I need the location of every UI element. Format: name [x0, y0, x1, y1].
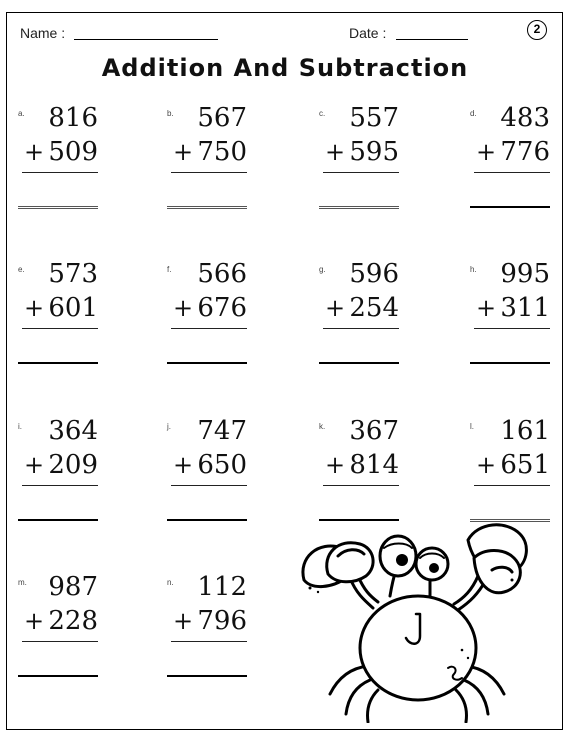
- problem-g: [319, 259, 399, 369]
- problem-c: [319, 103, 399, 213]
- problem-letter: a.: [18, 109, 25, 118]
- name-field[interactable]: [74, 39, 218, 40]
- problem-l: [470, 416, 550, 526]
- sum-line: [22, 641, 98, 642]
- top-number: 573: [48, 259, 98, 289]
- top-number: 747: [197, 416, 247, 446]
- answer-line[interactable]: [319, 206, 399, 209]
- bottom-number: 601: [48, 293, 98, 323]
- problem-letter: b.: [167, 109, 174, 118]
- operator: +: [24, 451, 45, 479]
- answer-line[interactable]: [18, 675, 98, 677]
- problem-j: [167, 416, 247, 526]
- top-number: 364: [48, 416, 98, 446]
- bottom-number: 676: [197, 293, 247, 323]
- name-label: Name :: [20, 25, 66, 41]
- answer-line[interactable]: [18, 362, 98, 364]
- crab-icon: [298, 518, 538, 723]
- answer-line[interactable]: [470, 206, 550, 208]
- problem-i: [18, 416, 98, 526]
- problem-letter: f.: [167, 265, 172, 274]
- bottom-number: 209: [48, 450, 98, 480]
- bottom-number: 776: [500, 137, 550, 167]
- operator: +: [325, 294, 346, 322]
- operator: +: [173, 138, 194, 166]
- problem-h: [470, 259, 550, 369]
- sum-line: [323, 328, 399, 329]
- bottom-number: 796: [197, 606, 247, 636]
- answer-line[interactable]: [167, 362, 247, 364]
- bottom-number: 651: [500, 450, 550, 480]
- operator: +: [325, 451, 346, 479]
- date-label: Date :: [349, 25, 387, 41]
- bottom-number: 254: [349, 293, 399, 323]
- bottom-number: 509: [48, 137, 98, 167]
- problem-letter: k.: [319, 422, 326, 431]
- operator: +: [24, 607, 45, 635]
- answer-line[interactable]: [470, 362, 550, 364]
- operator: +: [476, 138, 497, 166]
- problem-f: [167, 259, 247, 369]
- top-number: 995: [500, 259, 550, 289]
- answer-line[interactable]: [18, 519, 98, 521]
- sum-line: [22, 485, 98, 486]
- sum-line: [323, 172, 399, 173]
- sum-line: [474, 485, 550, 486]
- bottom-number: 311: [500, 293, 550, 323]
- top-number: 566: [197, 259, 247, 289]
- page-title: Addition And Subtraction: [101, 54, 469, 82]
- problem-b: [167, 103, 247, 213]
- sum-line: [474, 328, 550, 329]
- top-number: 161: [500, 416, 550, 446]
- problem-k: [319, 416, 399, 526]
- sum-line: [171, 328, 247, 329]
- problem-letter: c.: [319, 109, 326, 118]
- bottom-number: 750: [197, 137, 247, 167]
- top-number: 367: [349, 416, 399, 446]
- problem-letter: g.: [319, 265, 326, 274]
- bottom-number: 814: [349, 450, 399, 480]
- sum-line: [171, 641, 247, 642]
- bottom-number: 595: [349, 137, 399, 167]
- problem-letter: j.: [167, 422, 171, 431]
- bottom-number: 228: [48, 606, 98, 636]
- answer-line[interactable]: [167, 675, 247, 677]
- problem-letter: n.: [167, 578, 174, 587]
- operator: +: [24, 294, 45, 322]
- page-number-badge: 2: [527, 20, 547, 40]
- top-number: 483: [500, 103, 550, 133]
- operator: +: [476, 451, 497, 479]
- answer-line[interactable]: [167, 206, 247, 209]
- answer-line[interactable]: [167, 519, 247, 521]
- sum-line: [171, 172, 247, 173]
- operator: +: [325, 138, 346, 166]
- sum-line: [22, 328, 98, 329]
- answer-line[interactable]: [18, 206, 98, 209]
- top-number: 112: [197, 572, 247, 602]
- sum-line: [323, 485, 399, 486]
- problem-letter: i.: [18, 422, 22, 431]
- sum-line: [474, 172, 550, 173]
- problem-letter: h.: [470, 265, 477, 274]
- top-number: 567: [197, 103, 247, 133]
- operator: +: [173, 451, 194, 479]
- operator: +: [173, 607, 194, 635]
- top-number: 557: [349, 103, 399, 133]
- top-number: 816: [48, 103, 98, 133]
- problem-letter: d.: [470, 109, 477, 118]
- top-number: 596: [349, 259, 399, 289]
- answer-line[interactable]: [319, 362, 399, 364]
- problem-d: [470, 103, 550, 213]
- problem-n: [167, 572, 247, 682]
- operator: +: [476, 294, 497, 322]
- top-number: 987: [48, 572, 98, 602]
- problem-e: [18, 259, 98, 369]
- bottom-number: 650: [197, 450, 247, 480]
- operator: +: [24, 138, 45, 166]
- problem-letter: l.: [470, 422, 474, 431]
- problem-letter: e.: [18, 265, 25, 274]
- problem-m: [18, 572, 98, 682]
- sum-line: [171, 485, 247, 486]
- date-field[interactable]: [396, 39, 468, 40]
- operator: +: [173, 294, 194, 322]
- problem-a: [18, 103, 98, 213]
- problem-letter: m.: [18, 578, 27, 587]
- sum-line: [22, 172, 98, 173]
